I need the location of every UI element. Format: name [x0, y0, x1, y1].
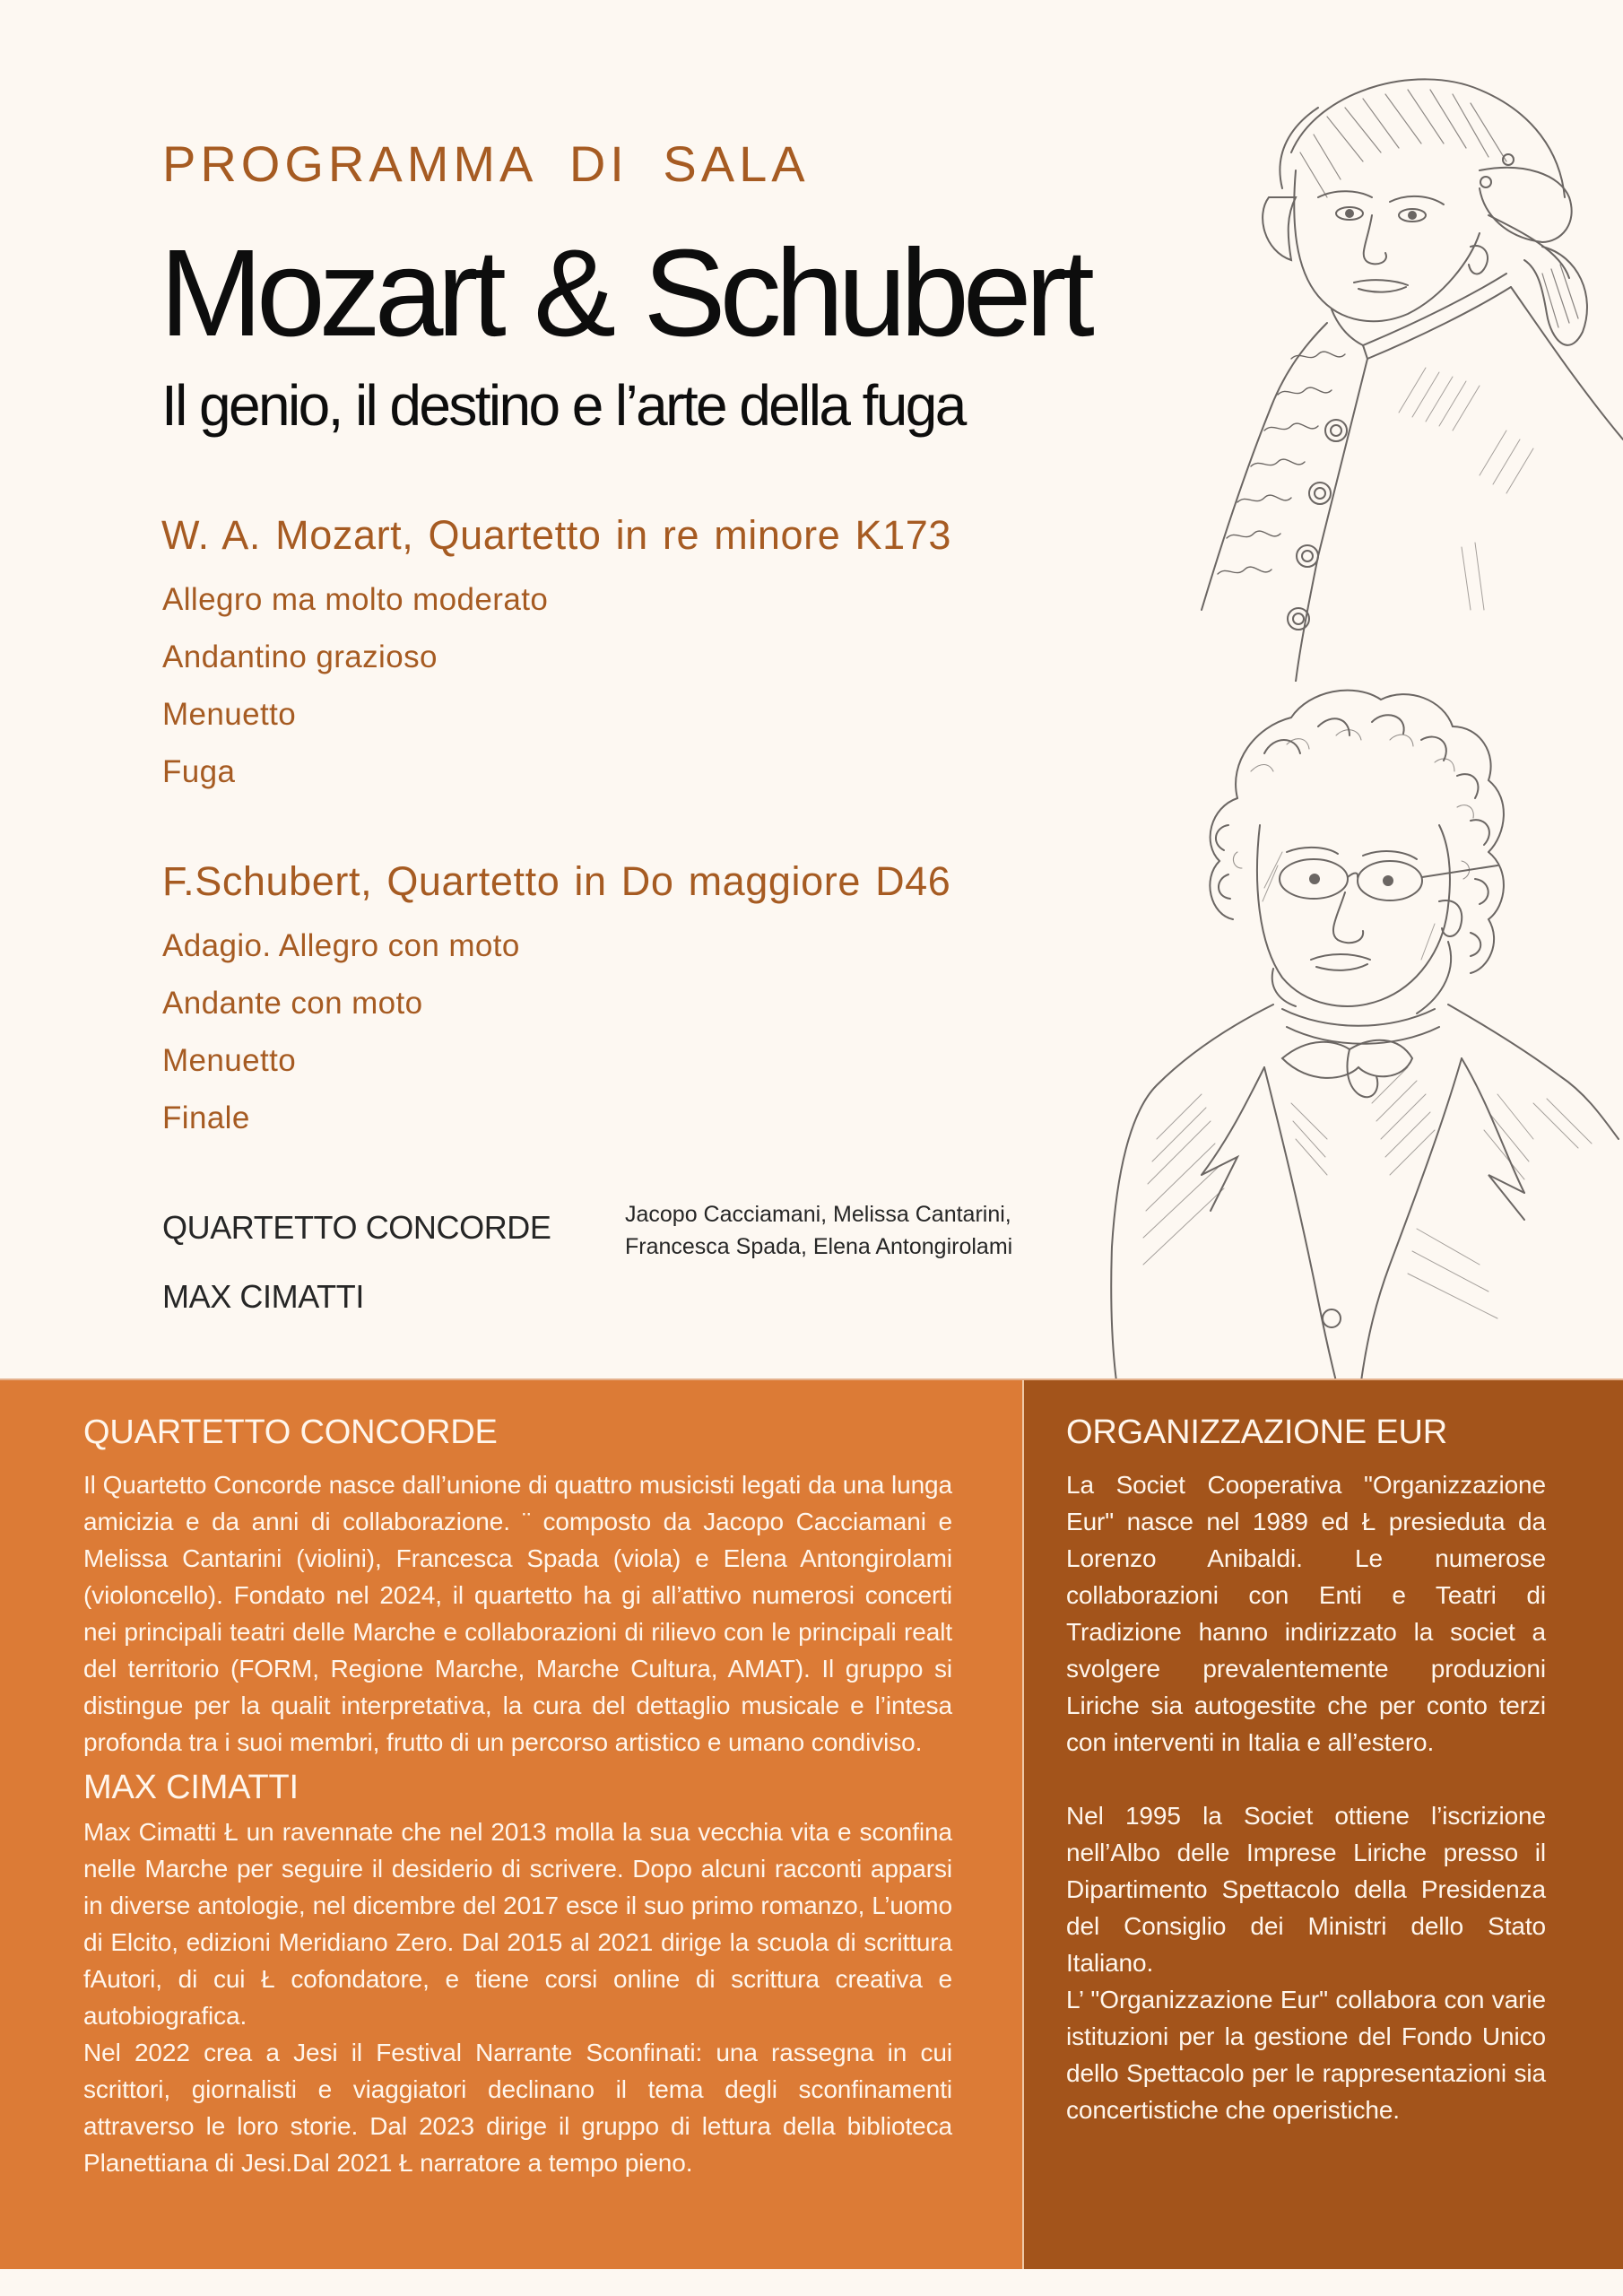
performer-ensemble: QUARTETTO CONCORDE [162, 1209, 551, 1246]
bio-text-organizzazione-3: L’ "Organizzazione Eur" collabora con varie istituzioni per la gestione del Fondo Unico dello Spettacolo per le rappresentazioni sia concertistiche che operistiche. [1066, 1985, 1546, 2124]
movement-item: Menuetto [162, 697, 297, 732]
bio-heading-cimatti: MAX CIMATTI [83, 1768, 299, 1806]
work-heading-mozart: W. A. Mozart, Quartetto in re minore K173 [161, 512, 951, 558]
bio-panel-left [0, 1380, 1022, 2269]
movement-item: Fuga [162, 754, 236, 789]
members-line: Jacopo Cacciamani, Melissa Cantarini, [625, 1202, 1011, 1227]
schubert-portrait [1103, 673, 1623, 1381]
movement-item: Adagio. Allegro con moto [162, 928, 520, 963]
movement-item: Menuetto [162, 1043, 297, 1078]
movement-item: Finale [162, 1100, 250, 1135]
bio-panel-right [1024, 1380, 1623, 2269]
bio-text-organizzazione: La Societ Cooperativa "Organizzazione Eur" nasce nel 1989 ed Ł presieduta da Lorenzo Anibaldi. Le numerose collaborazioni con Enti e Teatri di Tradizione hanno indirizzato la societ a svolgere prevalentemente produzioni Liriche sia autogestite che per conto terzi con interventi in Italia e all’estero. [1066, 1470, 1546, 1756]
ensemble-members [625, 1198, 1091, 1263]
bio-text-quartetto: Il Quartetto Concorde nasce dall’unione di quattro musicisti legati da una lunga amicizia e da anni di collaborazione. ¨ composto da Jacopo Cacciamani e Melissa Cantarini (violini), Francesca Spada (viola) e Elena Antongirolami (violoncello). Fondato nel 2024, il quartetto ha gi all’attivo numerosi concerti nei principali teatri delle Marche e collaborazioni di rilievo con le principali realt del territorio (FORM, Regione Marche, Marche Cultura, AMAT). Il gruppo si distingue per la qualit interpretativa, la cura del dettaglio musicale e l’intesa profonda tra i suoi membri, frutto di un percorso artistico e umano condiviso. [83, 1470, 952, 1756]
page-subtitle: Il genio, il destino e l’arte della fuga [161, 373, 965, 438]
work-heading-schubert: F.Schubert, Quartetto in Do maggiore D46 [162, 858, 951, 904]
bio-text-organizzazione-2: Nel 1995 la Societ ottiene l’iscrizione nell’Albo delle Imprese Liriche presso il Dipartimento Spettacolo della Presidenza del Consiglio dei Ministri dello Stato Italiano. [1066, 1801, 1546, 1977]
movement-item: Allegro ma molto moderato [162, 582, 549, 617]
movement-item: Andante con moto [162, 986, 423, 1021]
page-title: Mozart & Schubert [160, 224, 1089, 362]
members-line: Francesca Spada, Elena Antongirolami [625, 1234, 1013, 1259]
bio-text-cimatti: Max Cimatti Ł un ravennate che nel 2013 molla la sua vecchia vita e sconfina nelle Marche per seguire il desiderio di scrivere. Dopo alcuni racconti apparsi in diverse antologie, nel dicembre del 2017 esce il suo primo romanzo, L’uomo di Elcito, edizioni Meridiano Zero. Dal 2015 al 2021 dirige la scuola di scrittura fAutori, di cui Ł cofondatore, e tiene corsi online di scrittura creativa e autobiografica. [83, 1818, 952, 2031]
mozart-portrait [1184, 54, 1623, 682]
performer-narrator: MAX CIMATTI [162, 1278, 364, 1315]
bio-heading-quartetto: QUARTETTO CONCORDE [83, 1413, 498, 1451]
bio-heading-organizzazione: ORGANIZZAZIONE EUR [1066, 1413, 1447, 1451]
bio-text-cimatti-2: Nel 2022 crea a Jesi il Festival Narrante Sconfinati: una rassegna in cui scrittori, giornalisti e viaggiatori declinano il tema degli sconfinamenti attraverso le loro storie. Dal 2023 dirige il gruppo di lettura della biblioteca Planettiana di Jesi.Dal 2021 Ł narratore a tempo pieno. [83, 2039, 952, 2178]
movement-item: Andantino grazioso [162, 639, 438, 674]
program-kicker: PROGRAMMA DI SALA [162, 135, 810, 192]
